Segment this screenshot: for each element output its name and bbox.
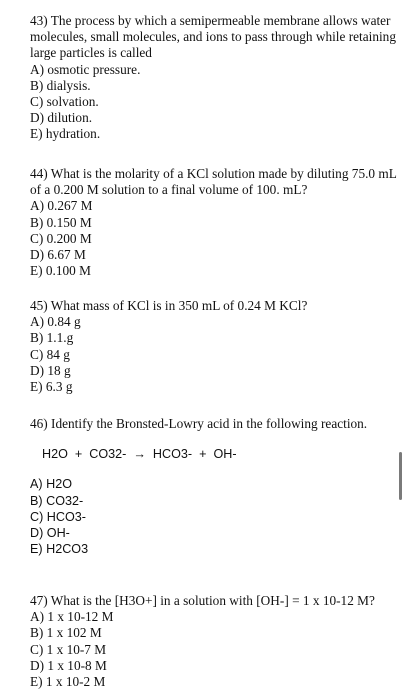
answer-choice-c: C) solvation. xyxy=(30,94,99,110)
answer-choice-e: E) 6.3 g xyxy=(30,379,73,395)
answer-choice-b: B) 1 x 102 M xyxy=(30,625,102,641)
answer-choice-d: D) 6.67 M xyxy=(30,247,86,263)
question-46 xyxy=(30,416,400,557)
answer-choice-e: E) hydration. xyxy=(30,126,101,142)
answer-choice-b: B) dialysis. xyxy=(30,77,91,93)
question-stem: 44) What is the molarity of a KCl solution made by diluting 75.0 mL of a 0.200 M solution to a final volume of 100. mL? xyxy=(30,166,397,198)
answer-choice-a: A) 1 x 10-12 M xyxy=(30,609,114,625)
question-44 xyxy=(30,166,400,279)
answer-choice-d: D) 18 g xyxy=(30,362,71,378)
answer-choice-d: D) OH- xyxy=(30,526,70,541)
answer-choice-b: B) 1.1.g xyxy=(30,330,74,346)
answer-choice-c: C) 1 x 10-7 M xyxy=(30,641,107,657)
answer-choice-c: C) 84 g xyxy=(30,346,70,362)
answer-choice-e: E) 0.100 M xyxy=(30,263,91,279)
question-stem: 45) What mass of KCl is in 350 mL of 0.24 M KCl? xyxy=(30,298,308,313)
answer-choice-b: B) CO32- xyxy=(30,493,84,508)
answer-choice-b: B) 0.150 M xyxy=(30,214,92,230)
answer-choice-a: A) H2O xyxy=(30,477,72,492)
question-47 xyxy=(30,593,400,690)
scrollbar-thumb[interactable] xyxy=(399,452,402,500)
answer-choice-a: A) 0.84 g xyxy=(30,314,81,330)
answer-choice-e: E) H2CO3 xyxy=(30,542,89,557)
answer-choices xyxy=(30,314,400,395)
answer-choice-c: C) HCO3- xyxy=(30,509,86,524)
question-stem: 46) Identify the Bronsted-Lowry acid in the following reaction. xyxy=(30,416,368,431)
answer-choices xyxy=(30,609,400,690)
question-45 xyxy=(30,298,400,395)
reaction-equation: H2O + CO32- → HCO3- + OH- xyxy=(42,447,237,462)
answer-choice-e: E) 1 x 10-2 M xyxy=(30,674,106,690)
question-stem: 47) What is the [H3O+] in a solution with [OH-] = 1 x 10-12 M? xyxy=(30,593,375,608)
question-stem: 43) The process by which a semipermeable membrane allows water molecules, small molecules, and ions to pass through while retaining large particles is called xyxy=(30,13,396,61)
answer-choice-d: D) 1 x 10-8 M xyxy=(30,657,107,673)
answer-choices xyxy=(30,476,400,557)
answer-choice-a: A) osmotic pressure. xyxy=(30,61,141,77)
answer-choice-c: C) 0.200 M xyxy=(30,230,92,246)
answer-choices xyxy=(30,198,400,279)
answer-choices xyxy=(30,62,400,143)
question-43 xyxy=(30,13,400,143)
answer-choice-a: A) 0.267 M xyxy=(30,198,93,214)
answer-choice-d: D) dilution. xyxy=(30,110,93,126)
